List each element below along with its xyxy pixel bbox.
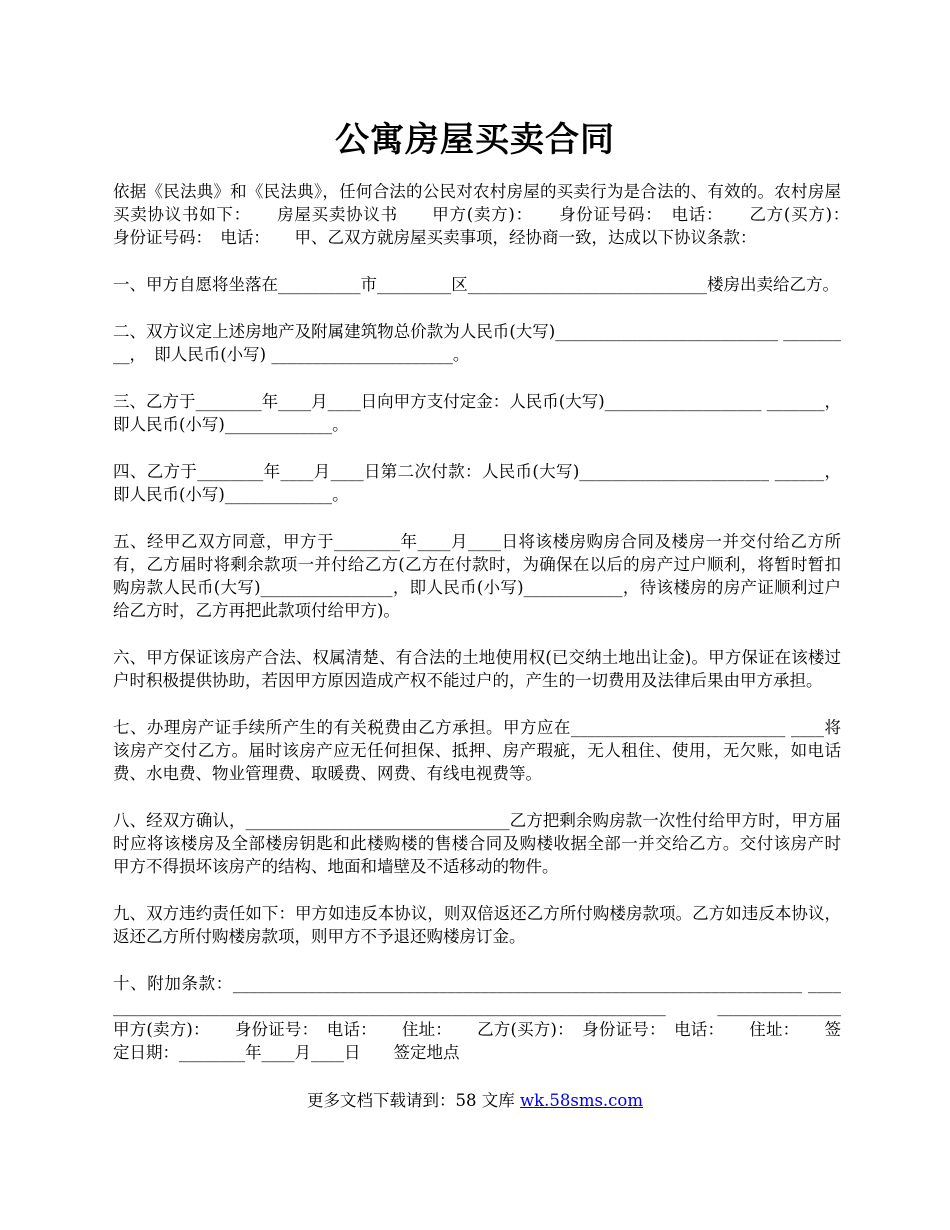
footer-link[interactable]: wk.58sms.com [519, 1091, 643, 1110]
clause-2: 二、双方议定上述房地产及附属建筑物总价款为人民币(大写)___________________________ _________， 即人民币(小写) ______________________。 [113, 322, 841, 364]
clause-4: 四、乙方于________年____月____日第二次付款：人民币(大写)_______________________ ______，即人民币(小写)_____________。 [113, 462, 841, 504]
document-title: 公寓房屋买卖合同 [335, 120, 615, 160]
clause-6: 六、甲方保证该房产合法、权属清楚、有合法的土地使用权(已交纳土地出让金)。甲方保证在该楼过户时积极提供协助，若因甲方原因造成产权不能过户的，产生的一切费用及法律后果由甲方承担。 [113, 648, 841, 690]
document-body [113, 180, 874, 1088]
clause-8: 八、经双方确认，________________________________乙方把剩余购房款一次性付给甲方时，甲方届时应将该楼房及全部楼房钥匙和此楼购楼的售楼合同及购楼收据全部一并交给乙方。交付该房产时 甲方不得损坏该房产的结构、地面和墙壁及不适移动的物件。 [113, 811, 841, 876]
clause-1: 一、甲方自愿将坐落在__________市_________区_____________________________楼房出卖给乙方。 [113, 275, 839, 294]
footer-prefix: 更多文档下载请到：58 文库 [306, 1091, 520, 1110]
clause-5: 五、经甲乙双方同意，甲方于________年____月____日将该楼房购房合同及楼房一并交付给乙方所有，乙方届时将剩余款项一并付给乙方(乙方在付款时，为确保在以后的房产过户顺利，将暂时暂扣购房款人民币(大写)________________，即人民币(小写)____________，待该楼房的房产证顺利过户给乙方时，乙方再把此款项付给甲方)。 [113, 532, 841, 620]
clause-9: 九、双方违约责任如下：甲方如违反本协议，则双倍返还乙方所付购楼房款项。乙方如违反本协议，返还乙方所付购楼房款项，则甲方不予退还购楼房订金。 [113, 904, 841, 946]
clause-10-signatures: 十、附加条款：_____________________________________________________________________ ____ ___________________________________________________________________ _______________ 甲方(卖方)： 身份证号： 电话： 住址： 乙方(买方)： 身份证号： 电话： 住址： 签定日期：________年____月____日 签定地点 [113, 974, 874, 1062]
clause-3: 三、乙方于________年____月____日向甲方支付定金：人民币(大写)___________________ _______，即人民币(小写)_____________。 [113, 392, 841, 434]
intro-paragraph: 依据《民法典》和《民法典》，任何合法的公民对农村房屋的买卖行为是合法的、有效的。农村房屋买卖协议书如下： 房屋买卖协议书 甲方(卖方)： 身份证号码： 电话： 乙方(买方)： 身份证号码： 电话： 甲、乙双方就房屋买卖事项，经协商一致，达成以下协议条款： [113, 182, 874, 247]
footer-download-note [0, 1087, 950, 1111]
clause-7: 七、办理房产证手续所产生的有关税费由乙方承担。甲方应在__________________________ ____将该房产交付乙方。届时该房产应无任何担保、抵押、房产瑕疵，无人租住、使用，无欠账，如电话费、水电费、物业管理费、取暖费、网费、有线电视费等。 [113, 718, 841, 783]
